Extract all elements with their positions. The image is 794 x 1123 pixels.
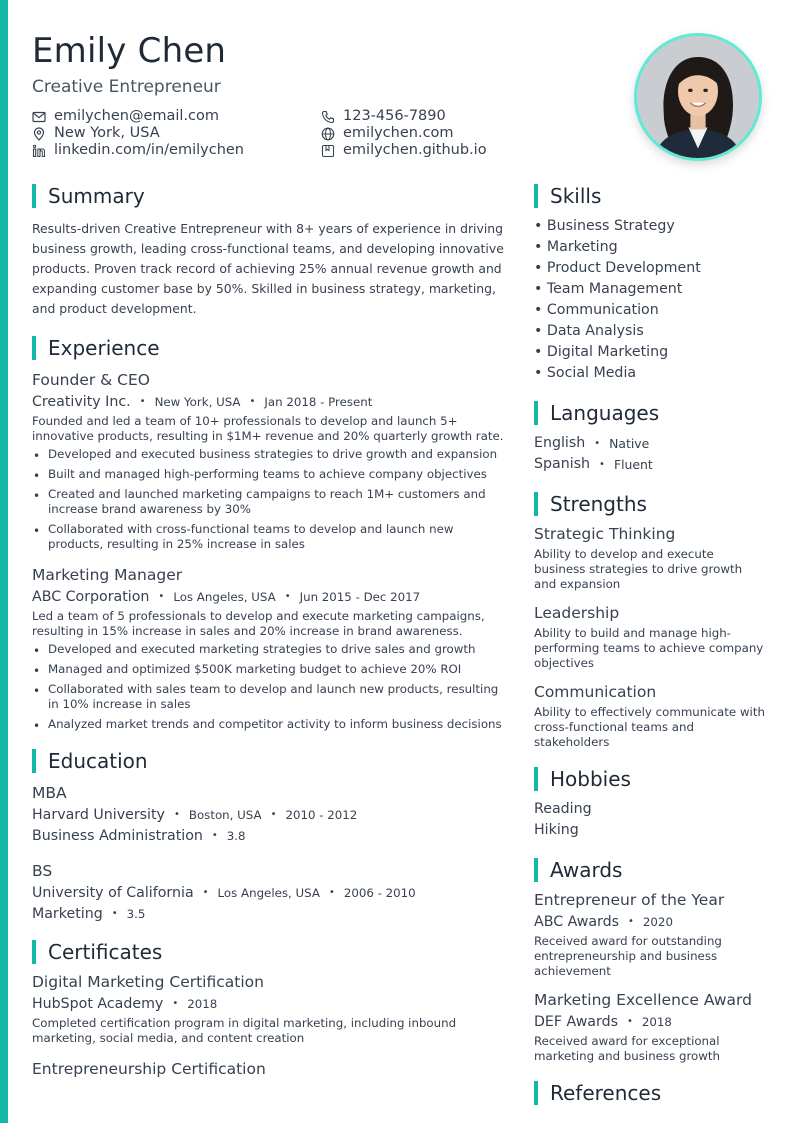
right-column — [534, 184, 766, 1105]
strength-item — [534, 524, 766, 592]
section-title: Skills — [550, 184, 602, 208]
summary-text: Results-driven Creative Entrepreneur with 8+ years of experience in driving business growth, leading cross-functional teams, and developing innovative products. Proven track record of achieving 25% annual revenue growth and expanding customer base by 50%. Skilled in business strategy, marketing, and product development. — [32, 221, 504, 316]
school-meta — [32, 806, 507, 824]
job-title: Marketing Manager — [32, 566, 183, 584]
portfolio-text: emilychen.github.io — [343, 142, 487, 158]
school-name: University of California — [32, 885, 194, 901]
strengths-section — [534, 492, 766, 750]
languages-heading — [534, 401, 766, 425]
certificate-entry — [32, 1059, 507, 1079]
skills-list — [534, 216, 766, 384]
linkedin-text: linkedin.com/in/emilychen — [54, 142, 244, 158]
skill-item: • Communication — [534, 302, 659, 318]
contact-website[interactable] — [321, 125, 454, 142]
section-accent — [534, 1081, 538, 1105]
email-icon — [32, 110, 46, 124]
job-meta — [32, 588, 507, 606]
separator-dot: • — [172, 998, 179, 1009]
school-meta — [32, 884, 507, 902]
list-item: • Analyzed market trends and competitor activity to inform business decisions — [32, 717, 507, 732]
section-accent — [32, 336, 36, 360]
globe-icon — [321, 127, 335, 141]
job-meta — [32, 393, 507, 411]
separator-dot: • — [594, 438, 601, 449]
references-heading — [534, 1081, 766, 1105]
awards-heading — [534, 858, 766, 882]
field-meta — [32, 905, 507, 923]
certificate-year: 2018 — [187, 997, 218, 1011]
strength-item — [534, 603, 766, 671]
school-dates: 2006 - 2010 — [343, 886, 416, 900]
section-title: Strengths — [550, 492, 647, 516]
strength-description: Ability to build and manage high-performing teams to achieve company objectives — [534, 626, 764, 670]
resume-header — [32, 30, 622, 98]
separator-dot: • — [628, 916, 634, 927]
section-accent — [534, 767, 538, 791]
language-level: Fluent — [613, 457, 653, 472]
section-accent — [534, 184, 538, 208]
skill-item: • Team Management — [534, 281, 683, 297]
accent-bar — [0, 0, 8, 1123]
experience-section — [32, 336, 507, 732]
list-item: • Managed and optimized $500K marketing budget to achieve 20% ROI — [32, 662, 507, 677]
job-dates: Jun 2015 - Dec 2017 — [299, 590, 421, 604]
hobbies-list — [534, 799, 766, 841]
award-entry — [534, 890, 766, 979]
skill-item: • Business Strategy — [534, 218, 675, 234]
section-accent — [32, 184, 36, 208]
separator-dot: • — [202, 887, 209, 898]
summary-heading — [32, 184, 507, 208]
certificate-meta — [32, 995, 507, 1013]
award-meta — [534, 1013, 766, 1031]
field-of-study: Business Administration — [32, 828, 203, 844]
section-title: Awards — [550, 858, 623, 882]
languages-section — [534, 401, 766, 475]
award-description: Received award for exceptional marketing and business growth — [534, 1034, 721, 1063]
contact-linkedin[interactable] — [32, 142, 244, 159]
certificate-entry — [32, 972, 507, 1046]
email-text: emilychen@email.com — [54, 108, 220, 124]
list-item: • Built and managed high-performing teams to achieve company objectives — [32, 467, 507, 482]
phone-text: 123-456-7890 — [343, 108, 446, 124]
award-issuer: ABC Awards — [534, 914, 620, 930]
location-text: New York, USA — [54, 125, 160, 141]
section-accent — [32, 749, 36, 773]
awards-section — [534, 858, 766, 1064]
job-bullets — [32, 447, 507, 552]
references-section — [534, 1081, 766, 1105]
skill-item: • Digital Marketing — [534, 344, 669, 360]
separator-dot: • — [599, 459, 605, 470]
job-description: Led a team of 5 professionals to develop and execute marketing campaigns, resulting in 15% increase in sales and 20% increase in brand awareness. — [32, 609, 485, 638]
award-description: Received award for outstanding entrepreneurship and business achievement — [534, 934, 722, 978]
section-title: Languages — [550, 401, 660, 425]
gpa: 3.8 — [226, 829, 246, 843]
section-title: References — [550, 1081, 662, 1105]
website-text: emilychen.com — [343, 125, 454, 141]
hobby-item: Reading — [534, 801, 592, 817]
job-description: Founded and led a team of 10+ professionals to develop and launch 5+ innovative products, resulting in $1M+ revenue and 20% quarterly growth rate. — [32, 414, 504, 443]
field-of-study: Marketing — [32, 906, 103, 922]
contact-location — [32, 125, 160, 142]
job-dates: Jan 2018 - Present — [264, 395, 373, 409]
section-accent — [534, 492, 538, 516]
language-name: Spanish — [534, 456, 591, 472]
award-year: 2020 — [642, 915, 673, 929]
summary-section — [32, 184, 507, 319]
award-issuer: DEF Awards — [534, 1014, 618, 1030]
school-name: Harvard University — [32, 807, 165, 823]
job-location: Los Angeles, USA — [173, 590, 276, 604]
award-year: 2018 — [641, 1015, 672, 1029]
hobbies-heading — [534, 767, 766, 791]
separator-dot: • — [249, 396, 256, 407]
degree: BS — [32, 862, 53, 880]
strength-title: Communication — [534, 683, 657, 701]
linkedin-icon — [32, 144, 46, 158]
strengths-heading — [534, 492, 766, 516]
profile-photo — [634, 33, 762, 161]
candidate-title: Creative Entrepreneur — [32, 77, 221, 97]
award-title: Entrepreneur of the Year — [534, 891, 725, 909]
skills-heading — [534, 184, 766, 208]
section-accent — [32, 940, 36, 964]
left-column — [32, 184, 507, 1079]
separator-dot: • — [139, 396, 146, 407]
contact-portfolio[interactable] — [321, 142, 487, 159]
strength-description: Ability to effectively communicate with cross-functional teams and stakeholders — [534, 705, 765, 749]
school-location: Los Angeles, USA — [217, 886, 320, 900]
separator-dot: • — [158, 591, 165, 602]
skill-item: • Product Development — [534, 260, 701, 276]
languages-list — [534, 433, 766, 475]
contact-email[interactable] — [32, 108, 219, 125]
skill-item: • Marketing — [534, 239, 618, 255]
strength-item — [534, 682, 766, 750]
education-entry — [32, 861, 507, 923]
list-item: • Developed and executed marketing strategies to drive sales and growth — [32, 642, 507, 657]
separator-dot: • — [270, 809, 277, 820]
list-item: • Collaborated with cross-functional teams to develop and launch new products, resulting in 25% increase in sales — [32, 522, 507, 552]
language-name: English — [534, 435, 586, 451]
section-title: Certificates — [48, 940, 163, 964]
job-location: New York, USA — [154, 395, 241, 409]
hobby-item: Hiking — [534, 822, 579, 838]
strength-description: Ability to develop and execute business strategies to drive growth and expansion — [534, 547, 743, 591]
certificate-issuer: HubSpot Academy — [32, 996, 164, 1012]
language-level: Native — [609, 436, 650, 451]
section-title: Education — [48, 749, 148, 773]
location-icon — [32, 127, 46, 141]
list-item: • Developed and executed business strategies to drive growth and expansion — [32, 447, 507, 462]
certificates-section — [32, 940, 507, 1079]
award-entry — [534, 990, 766, 1064]
separator-dot: • — [626, 1016, 633, 1027]
job-title: Founder & CEO — [32, 371, 150, 389]
contact-phone[interactable] — [321, 108, 446, 125]
section-title: Hobbies — [550, 767, 631, 791]
language-item — [534, 454, 766, 475]
gpa: 3.5 — [126, 907, 146, 921]
education-heading — [32, 749, 507, 773]
school-dates: 2010 - 2012 — [285, 808, 358, 822]
skill-item: • Data Analysis — [534, 323, 644, 339]
degree: MBA — [32, 784, 67, 802]
certificate-description: Completed certification program in digital marketing, including inbound marketing, social media, and content creation — [32, 1016, 457, 1045]
phone-icon — [321, 110, 335, 124]
skills-section — [534, 184, 766, 384]
job-entry — [32, 370, 507, 552]
language-item — [534, 433, 766, 454]
certificate-title: Entrepreneurship Certification — [32, 1060, 266, 1078]
school-location: Boston, USA — [188, 808, 262, 822]
list-item: • Collaborated with sales team to develop and launch new products, resulting in 10% increase in sales — [32, 682, 507, 712]
section-accent — [534, 858, 538, 882]
portfolio-icon — [321, 144, 335, 158]
company-name: Creativity Inc. — [32, 394, 131, 410]
separator-dot: • — [173, 809, 180, 820]
company-name: ABC Corporation — [32, 589, 150, 605]
separator-dot: • — [111, 908, 118, 919]
section-title: Experience — [48, 336, 160, 360]
job-bullets — [32, 642, 507, 732]
experience-heading — [32, 336, 507, 360]
strength-title: Strategic Thinking — [534, 525, 676, 543]
strength-title: Leadership — [534, 604, 620, 622]
skill-item: • Social Media — [534, 365, 637, 381]
certificates-heading — [32, 940, 507, 964]
separator-dot: • — [328, 887, 335, 898]
list-item: • Created and launched marketing campaigns to reach 1M+ customers and increase brand awareness by 30% — [32, 487, 507, 517]
field-meta — [32, 827, 507, 845]
separator-dot: • — [284, 591, 291, 602]
certificate-title: Digital Marketing Certification — [32, 973, 264, 991]
award-title: Marketing Excellence Award — [534, 991, 752, 1009]
job-entry — [32, 565, 507, 732]
separator-dot: • — [211, 830, 218, 841]
candidate-name: Emily Chen — [32, 31, 227, 71]
hobbies-section — [534, 767, 766, 841]
award-meta — [534, 913, 766, 931]
section-accent — [534, 401, 538, 425]
section-title: Summary — [48, 184, 145, 208]
education-section — [32, 749, 507, 923]
education-entry — [32, 783, 507, 845]
